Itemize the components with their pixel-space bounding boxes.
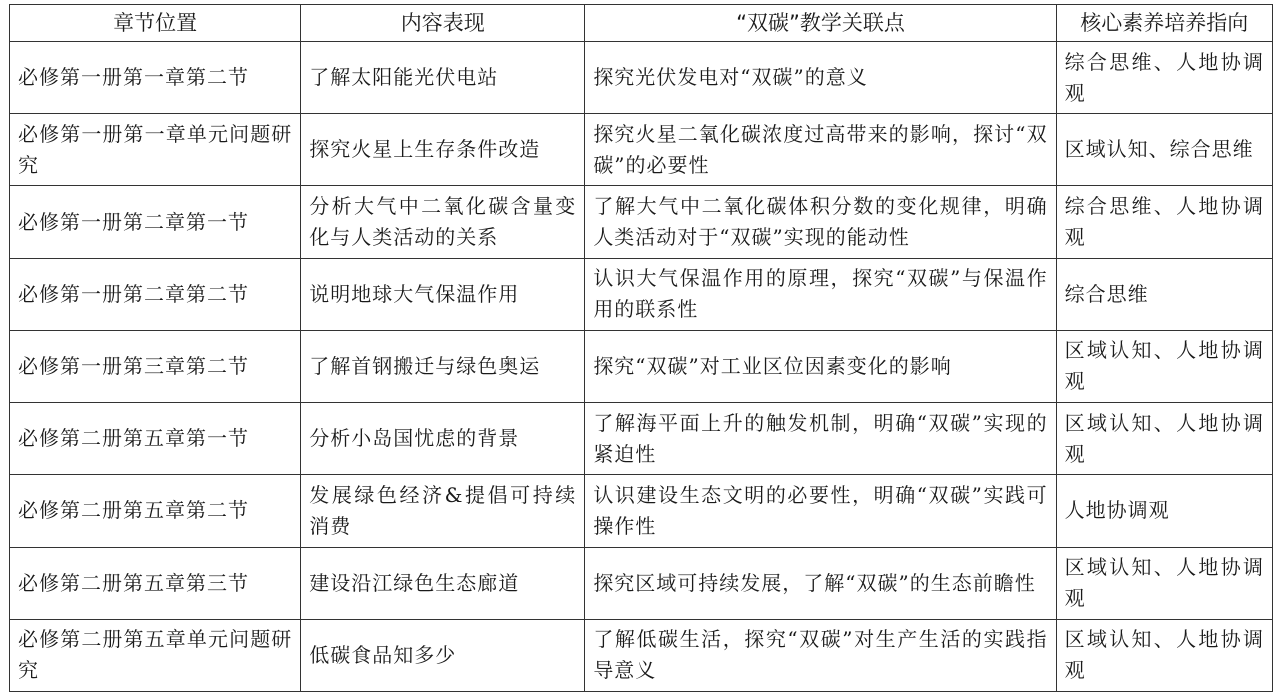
cell-literacy: 区域认知、人地协调观 bbox=[1056, 403, 1272, 475]
table-row bbox=[10, 258, 1273, 330]
cell-content: 了解太阳能光伏电站 bbox=[301, 42, 585, 114]
cell-literacy: 区域认知、综合思维 bbox=[1056, 114, 1272, 186]
curriculum-table bbox=[9, 4, 1273, 692]
table-header-row bbox=[10, 5, 1273, 42]
cell-literacy: 综合思维、人地协调观 bbox=[1056, 42, 1272, 114]
cell-content: 低碳食品知多少 bbox=[301, 619, 585, 691]
cell-content: 分析大气中二氧化碳含量变化与人类活动的关系 bbox=[301, 186, 585, 258]
table-row bbox=[10, 547, 1273, 619]
cell-chapter: 必修第二册第五章单元问题研究 bbox=[10, 619, 301, 691]
table-row bbox=[10, 619, 1273, 691]
cell-chapter: 必修第二册第五章第一节 bbox=[10, 403, 301, 475]
cell-literacy: 区域认知、人地协调观 bbox=[1056, 619, 1272, 691]
cell-literacy: 区域认知、人地协调观 bbox=[1056, 330, 1272, 402]
cell-link: 了解大气中二氧化碳体积分数的变化规律，明确人类活动对于“双碳”实现的能动性 bbox=[585, 186, 1056, 258]
cell-link: 探究区域可持续发展，了解“双碳”的生态前瞻性 bbox=[585, 547, 1056, 619]
cell-literacy: 综合思维 bbox=[1056, 258, 1272, 330]
cell-chapter: 必修第一册第一章单元问题研究 bbox=[10, 114, 301, 186]
table-row bbox=[10, 186, 1273, 258]
header-core-literacy: 核心素养培养指向 bbox=[1056, 5, 1272, 42]
cell-chapter: 必修第二册第五章第三节 bbox=[10, 547, 301, 619]
cell-link: 探究火星二氧化碳浓度过高带来的影响，探讨“双碳”的必要性 bbox=[585, 114, 1056, 186]
cell-literacy: 人地协调观 bbox=[1056, 475, 1272, 547]
cell-chapter: 必修第一册第二章第二节 bbox=[10, 258, 301, 330]
cell-chapter: 必修第一册第三章第二节 bbox=[10, 330, 301, 402]
cell-link: 了解低碳生活，探究“双碳”对生产生活的实践指导意义 bbox=[585, 619, 1056, 691]
cell-content: 发展绿色经济&提倡可持续消费 bbox=[301, 475, 585, 547]
cell-content: 建设沿江绿色生态廊道 bbox=[301, 547, 585, 619]
cell-content: 说明地球大气保温作用 bbox=[301, 258, 585, 330]
cell-literacy: 区域认知、人地协调观 bbox=[1056, 547, 1272, 619]
cell-content: 了解首钢搬迁与绿色奥运 bbox=[301, 330, 585, 402]
cell-chapter: 必修第二册第五章第二节 bbox=[10, 475, 301, 547]
cell-link: 认识建设生态文明的必要性，明确“双碳”实践可操作性 bbox=[585, 475, 1056, 547]
cell-literacy: 综合思维、人地协调观 bbox=[1056, 186, 1272, 258]
cell-link: 探究光伏发电对“双碳”的意义 bbox=[585, 42, 1056, 114]
table-row bbox=[10, 403, 1273, 475]
cell-link: 认识大气保温作用的原理，探究“双碳”与保温作用的联系性 bbox=[585, 258, 1056, 330]
table-row bbox=[10, 114, 1273, 186]
cell-link: 了解海平面上升的触发机制，明确“双碳”实现的紧迫性 bbox=[585, 403, 1056, 475]
cell-content: 分析小岛国忧虑的背景 bbox=[301, 403, 585, 475]
header-dual-carbon-link: “双碳”教学关联点 bbox=[585, 5, 1056, 42]
header-content: 内容表现 bbox=[301, 5, 585, 42]
cell-link: 探究“双碳”对工业区位因素变化的影响 bbox=[585, 330, 1056, 402]
cell-content: 探究火星上生存条件改造 bbox=[301, 114, 585, 186]
table-row bbox=[10, 475, 1273, 547]
table-row bbox=[10, 330, 1273, 402]
cell-chapter: 必修第一册第一章第二节 bbox=[10, 42, 301, 114]
header-chapter-position: 章节位置 bbox=[10, 5, 301, 42]
cell-chapter: 必修第一册第二章第一节 bbox=[10, 186, 301, 258]
table-row bbox=[10, 42, 1273, 114]
